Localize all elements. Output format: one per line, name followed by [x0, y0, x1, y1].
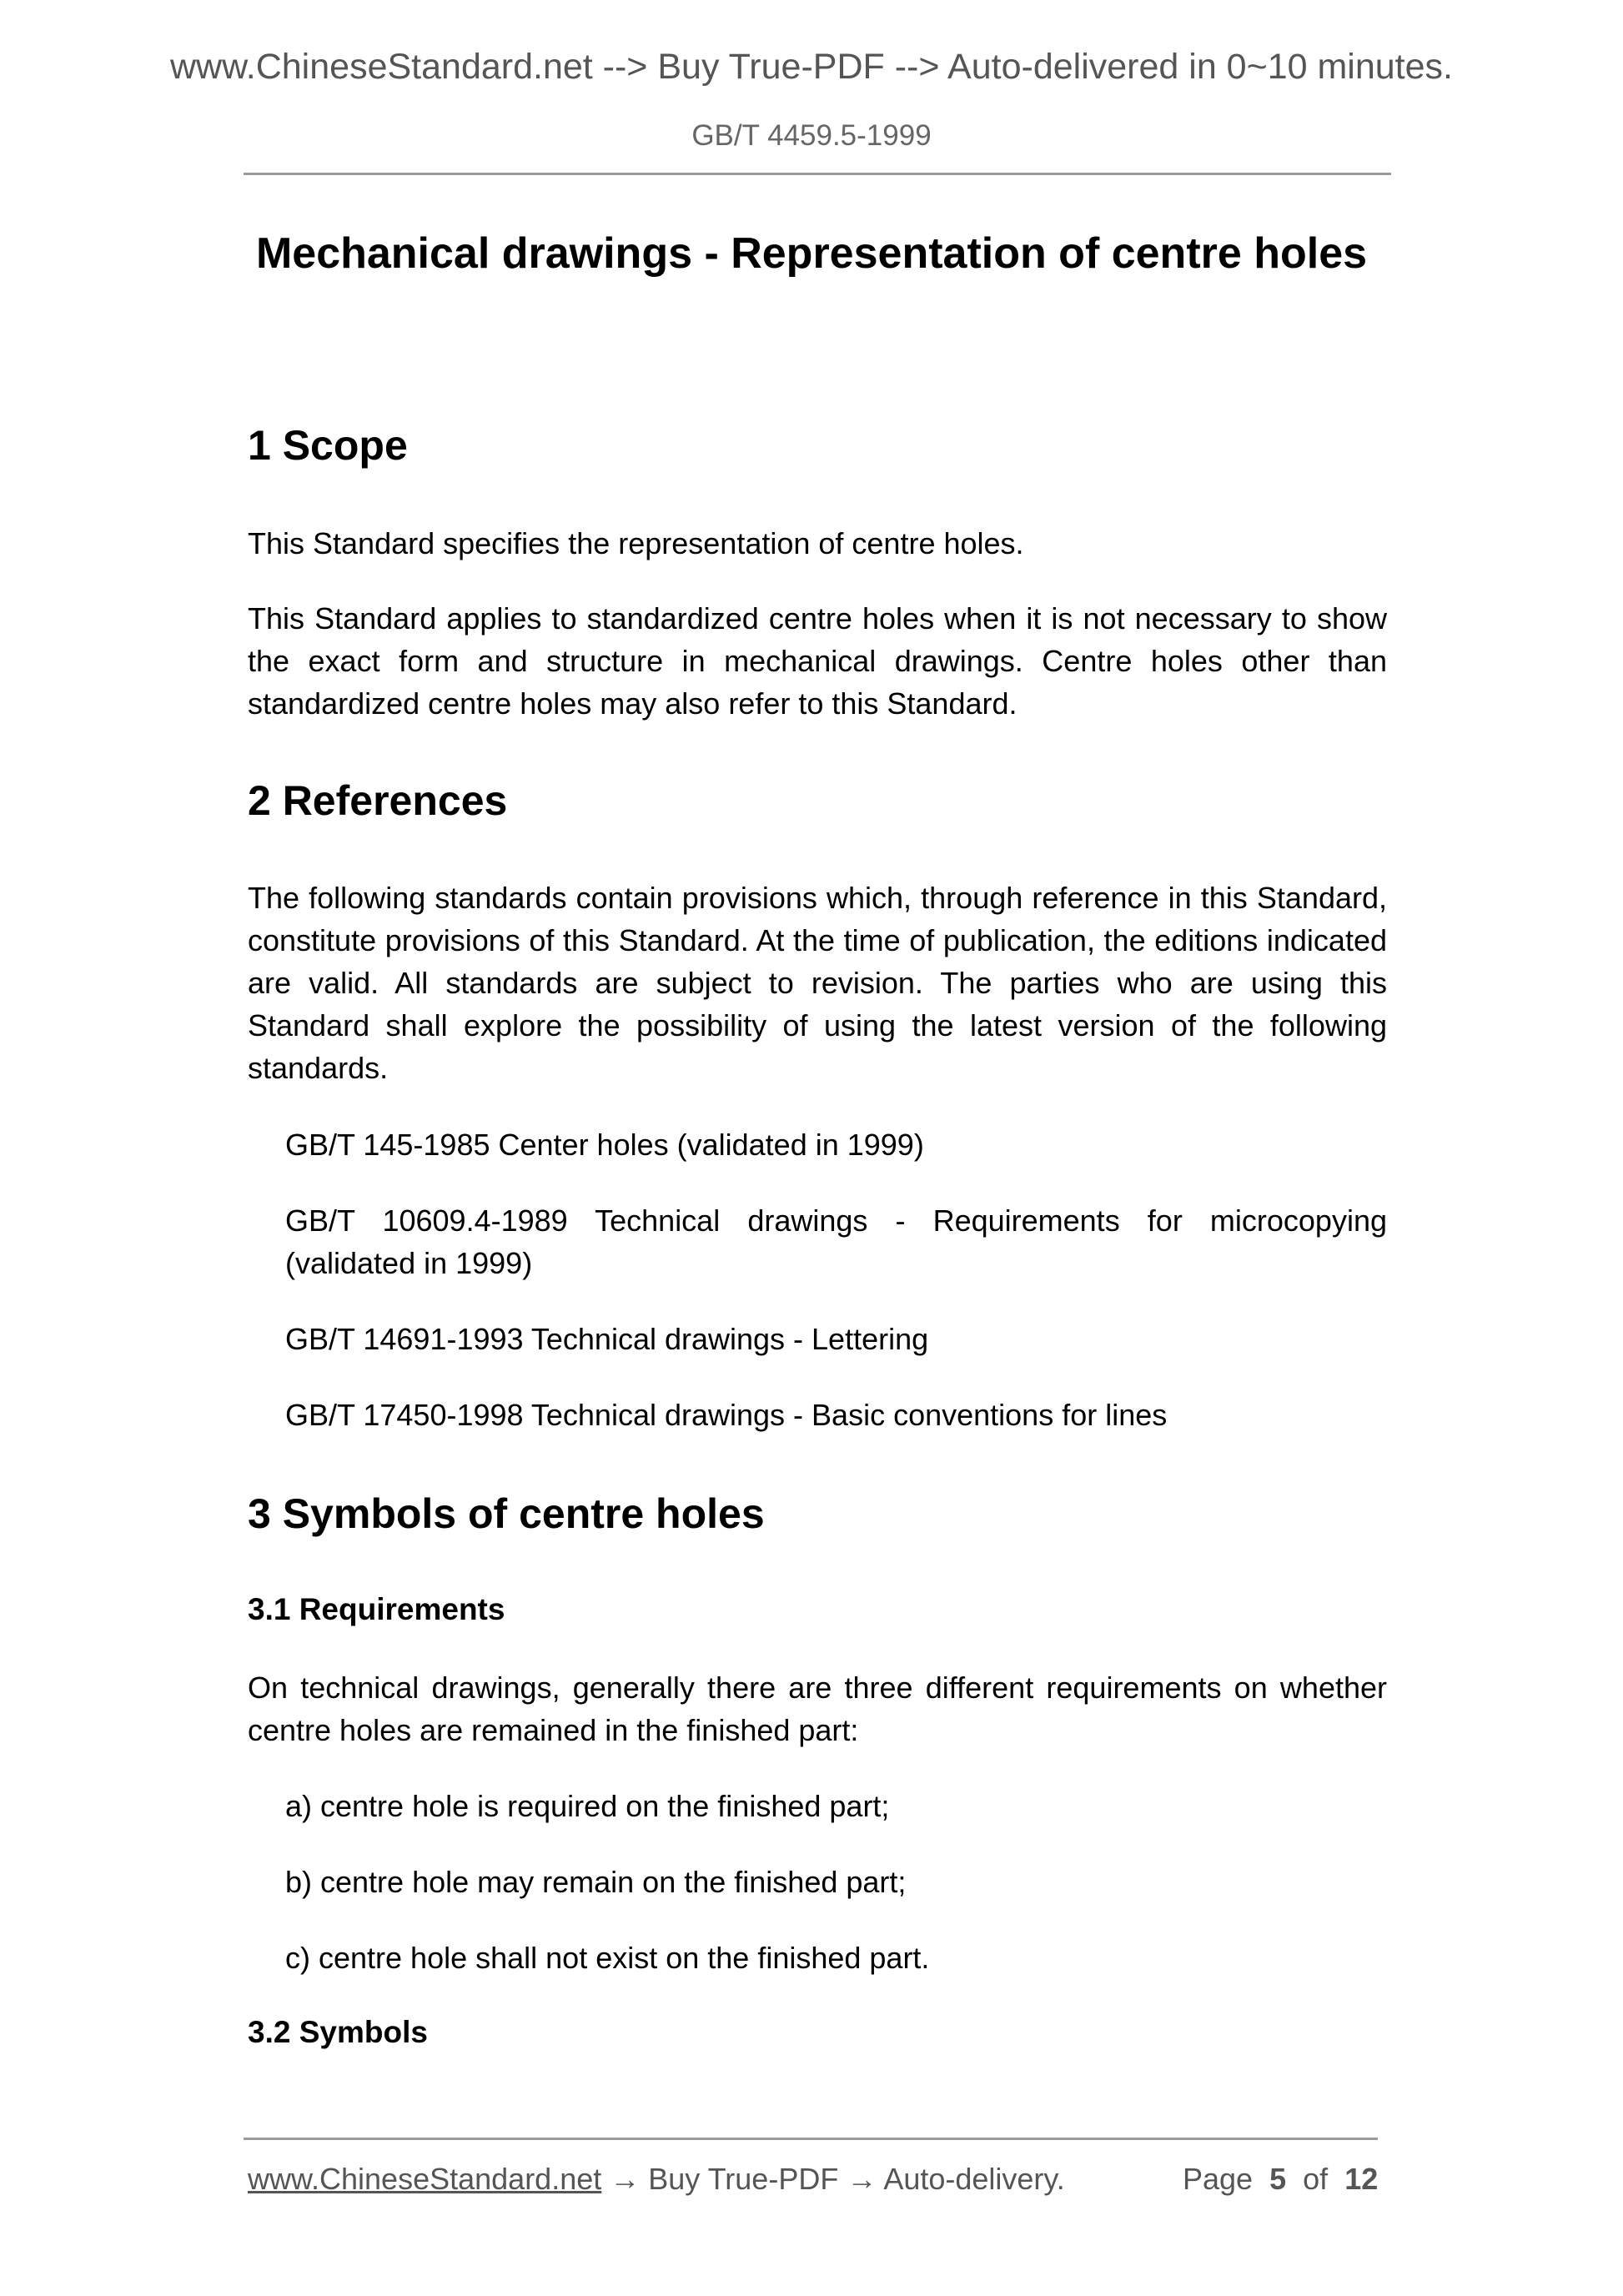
section-heading-symbols: 3 Symbols of centre holes [248, 1490, 765, 1537]
footer-divider [244, 2138, 1378, 2140]
reference-item: GB/T 17450-1998 Technical drawings - Basic conventions for lines [285, 1398, 1168, 1432]
page-label: Page [1183, 2162, 1254, 2196]
reference-item: GB/T 10609.4-1989 Technical drawings - Requirements for microcopying (validated in 1999) [285, 1203, 1387, 1280]
requirement-item-a: a) centre hole is required on the finished part; [285, 1789, 890, 1823]
reference-item: GB/T 14691-1993 Technical drawings - Lettering [285, 1322, 929, 1356]
page-current: 5 [1269, 2162, 1287, 2196]
reference-item: GB/T 145-1985 Center holes (validated in 1999) [285, 1128, 924, 1162]
section-heading-scope: 1 Scope [248, 422, 408, 469]
footer-promo [248, 2160, 1065, 2198]
subsection-heading-requirements: 3.1 Requirements [248, 1592, 505, 1626]
page-of: of [1303, 2162, 1329, 2196]
scope-paragraph-1: This Standard specifies the representation of centre holes. [248, 526, 1024, 560]
scope-paragraph-2: This Standard applies to standardized centre holes when it is not necessary to show the exact form and structure in mechanical drawings. Centre holes other than standardized centre holes may also refer to this Standard. [248, 601, 1387, 721]
requirements-paragraph: On technical drawings, generally there are three different requirements on whether centre holes are remained in the finished part: [248, 1671, 1387, 1747]
footer-tagline: → Buy True-PDF → Auto-delivery. [601, 2162, 1065, 2196]
page-total: 12 [1344, 2162, 1379, 2196]
section-heading-references: 2 References [248, 777, 508, 824]
requirement-item-c: c) centre hole shall not exist on the finished part. [285, 1941, 930, 1975]
header-divider [244, 173, 1391, 175]
page-indicator [1183, 2160, 1378, 2198]
footer-site-link[interactable]: www.ChineseStandard.net [248, 2162, 602, 2196]
standard-code: GB/T 4459.5-1999 [691, 119, 932, 152]
top-banner: www.ChineseStandard.net --> Buy True-PDF --> Auto-delivered in 0~10 minutes. [169, 47, 1453, 87]
references-paragraph: The following standards contain provisions which, through reference in this Standard, constitute provisions of this Standard. At the time of publication, the editions indicated are valid. All standards are subject to revision. The parties who are using this Standard shall explore the possibility of using the latest version of the following standards. [248, 881, 1387, 1085]
document-title: Mechanical drawings - Representation of centre holes [255, 229, 1368, 278]
subsection-heading-symbols: 3.2 Symbols [248, 2015, 428, 2049]
requirement-item-b: b) centre hole may remain on the finished part; [285, 1865, 907, 1899]
